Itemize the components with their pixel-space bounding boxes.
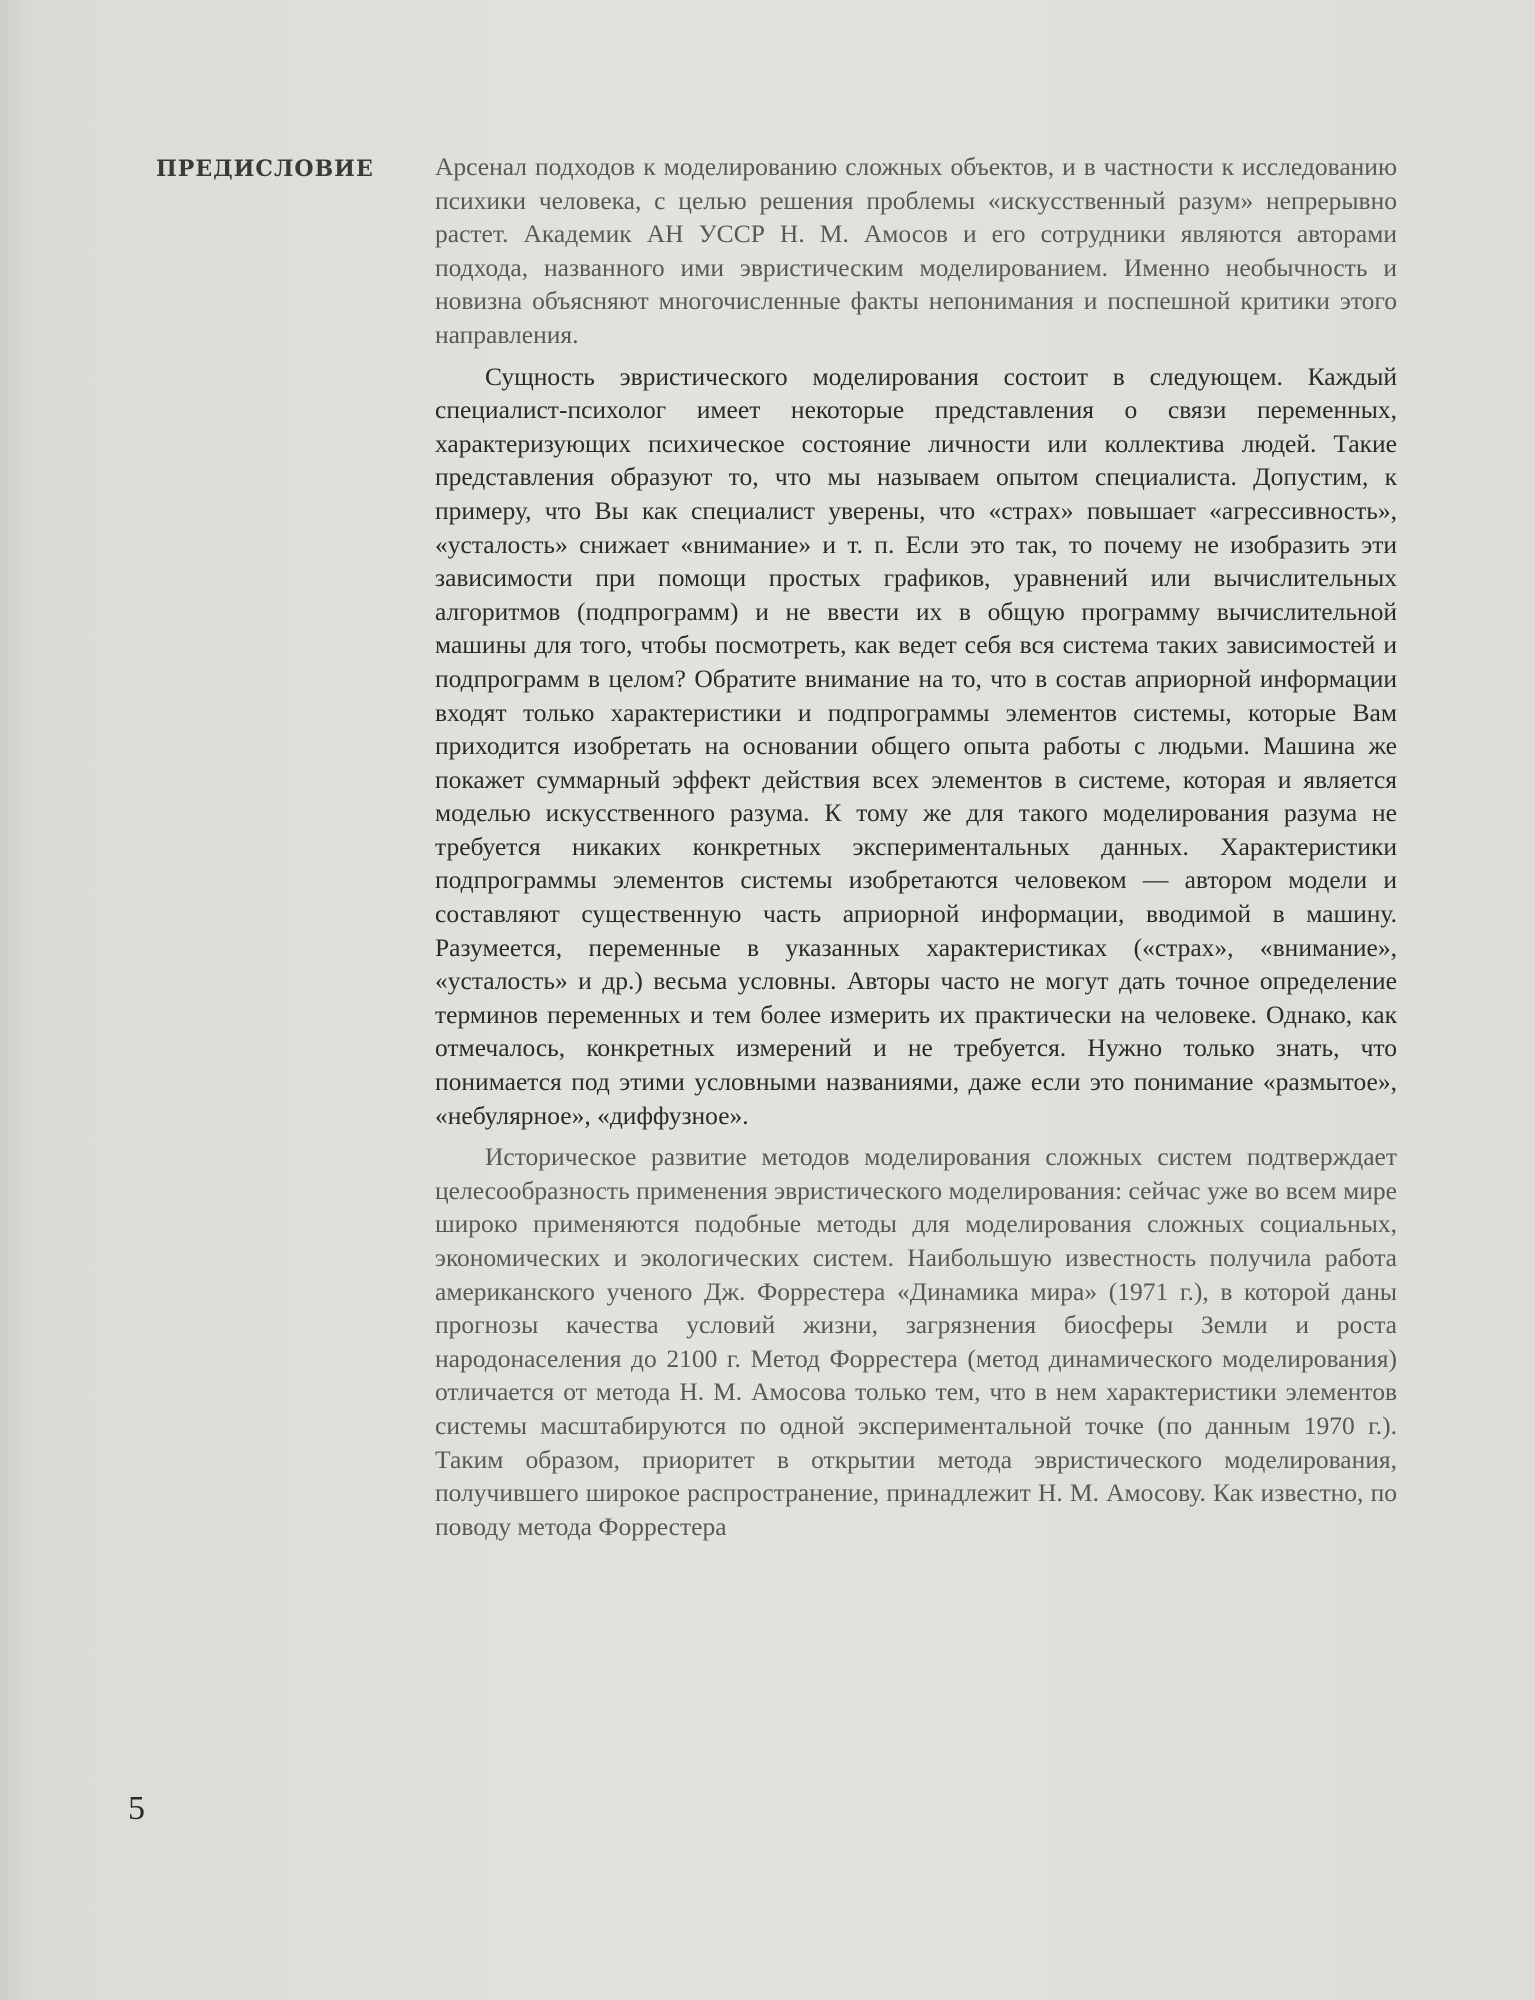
paragraph-3: Историческое развитие методов моделирования сложных систем подтверждает целесообразность применения эвристического моделирования: сейчас уже во всем мире широко применяются подобные методы для моделирования сложных социальных, экономических и экологических систем. Наибольшую известность получила работа американского ученого Дж. Форрестера «Динамика мира» (1971 г.), в которой даны прогнозы качества условий жизни, загрязнения биосферы Земли и роста народонаселения до 2100 г. Метод Форрестера (метод динамического моделирования) отличается от метода Н. М. Амосова только тем, что в нем характеристики элементов системы масштабируются по одной экспериментальной точке (по данным 1970 г.). Таким образом, приоритет в открытии метода эвристического моделирования, получившего широкое распространение, принадлежит Н. М. Амосову. Как известно, по поводу метода Форрестера bbox=[435, 1142, 1397, 1541]
paragraph-2: Сущность эвристического моделирования состоит в следующем. Каждый специалист-психолог имеет некоторые представления о связи переменных, характеризующих психическое состояние личности или коллектива людей. Такие представления образуют то, что мы называем опытом специалиста. Допустим, к примеру, что Вы как специалист уверены, что «страх» повышает «агрессивность», «усталость» снижает «внимание» и т. п. Если это так, то почему не изобразить эти зависимости при помощи простых графиков, уравнений или вычислительных алгоритмов (подпрограмм) и не ввести их в общую программу вычислительной машины для того, чтобы посмотреть, как ведет себя вся система таких зависимостей и подпрограмм в целом? Обратите внимание на то, что в состав априорной информации входят только характеристики и подпрограммы элементов системы, которые Вам приходится изобретать на основании общего опыта работы с людьми. Машина же покажет суммарный эффект действия всех элементов в системе, которая и является моделью искусственного разума. К тому же для такого моделирования разума не требуется никаких конкретных экспериментальных данных. Характеристики подпрограммы элементов системы изобретаются человеком — автором модели и составляют существенную часть априорной информации, вводимой в машину. Разумеется, переменные в указанных характеристиках («страх», «внимание», «усталость» и др.) весьма условны. Авторы часто не могут дать точное определение терминов переменных и тем более измерить их практически на человеке. Однако, как отмечалось, конкретных измерений и не требуется. Нужно только знать, что понимается под этими условными названиями, даже если это понимание «размытое», «небулярное», «диффузное». bbox=[435, 361, 1397, 1130]
page-number: 5 bbox=[128, 1790, 145, 1827]
body-text bbox=[435, 150, 1397, 1551]
paragraph-1: Арсенал подходов к моделированию сложных объектов, и в частности к исследованию психики человека, с целью решения проблемы «искусственный разум» непрерывно растет. Академик АН УССР Н. М. Амосов и его сотрудники являются авторами подхода, названного ими эвристическим моделированием. Именно необычность и новизна объясняют многочисленные факты непонимания и поспешной критики этого направления. bbox=[435, 152, 1397, 349]
section-heading: ПРЕДИСЛОВИЕ bbox=[156, 156, 374, 182]
